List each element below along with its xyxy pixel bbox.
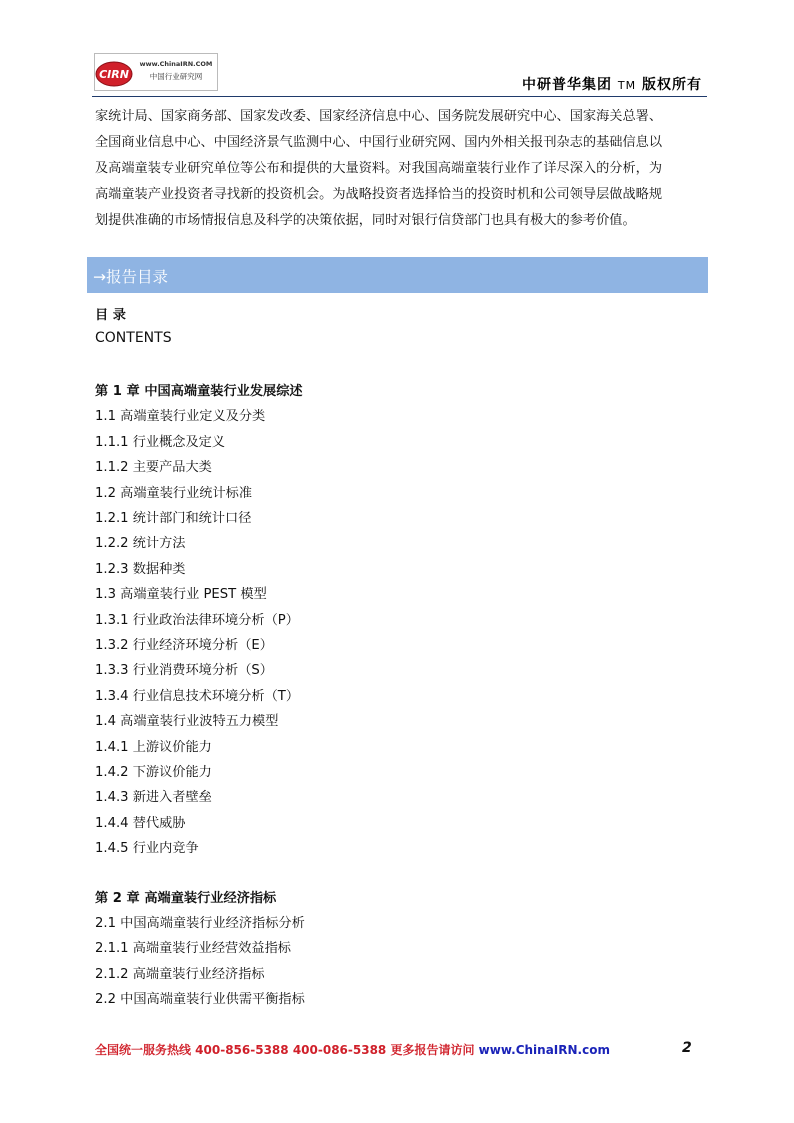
toc-item: 1.1.1 行业概念及定义 (95, 434, 226, 450)
brand-name: 中研普华集团 (522, 77, 613, 93)
section-title-text: 报告目录 (106, 268, 169, 286)
header-divider (92, 96, 707, 97)
toc-item: 1.2.2 统计方法 (95, 536, 186, 552)
logo-mark-text: CIRN (99, 68, 129, 81)
toc-item: 1.3.3 行业消费环境分析（S） (95, 663, 273, 679)
page-number: 2 (682, 1040, 692, 1056)
logo-url-text: www.ChinaIRN.COM (139, 60, 213, 68)
toc-item: 1.3 高端童装行业 PEST 模型 (95, 587, 267, 603)
toc-item: 1.4.4 替代威胁 (95, 815, 186, 831)
intro-line: 全国商业信息中心、中国经济景气监测中心、中国行业研究网、国内外相关报刊杂志的基础信息以 (95, 135, 663, 150)
toc-item: 1.2 高端童装行业统计标准 (95, 485, 253, 501)
toc-item: 1.3.1 行业政治法律环境分析（P） (95, 612, 299, 628)
logo-sub-text: 中国行业研究网 (149, 72, 203, 81)
toc-item: 1.4 高端童装行业波特五力模型 (95, 714, 279, 730)
section-header-bar (87, 257, 708, 293)
header-brand (522, 74, 702, 94)
brand-rights: 版权所有 (642, 77, 702, 93)
company-logo (94, 53, 218, 91)
toc-contents-label: CONTENTS (95, 330, 172, 346)
toc-item: 1.4.3 新进入者壁垒 (95, 790, 212, 806)
footer-url-link[interactable]: www.ChinaIRN.com (478, 1043, 610, 1057)
footer-hotline: 全国统一服务热线 400-856-5388 400-086-5388 更多报告请访问 (95, 1043, 475, 1057)
toc-chapter: 第 2 章 高端童装行业经济指标 (95, 890, 277, 906)
toc-item: 2.2 中国高端童装行业供需平衡指标 (95, 992, 305, 1008)
intro-line: 家统计局、国家商务部、国家发改委、国家经济信息中心、国务院发展研究中心、国家海关总署、 (95, 109, 663, 124)
toc-item: 1.4.5 行业内竞争 (95, 841, 199, 857)
toc-item: 2.1 中国高端童装行业经济指标分析 (95, 916, 305, 931)
arrow-icon: → (93, 268, 106, 286)
toc-chapter: 第 1 章 中国高端童装行业发展综述 (95, 384, 303, 399)
intro-line: 及高端童装专业研究单位等公布和提供的大量资料。对我国高端童装行业作了详尽深入的分析，为 (95, 161, 663, 176)
toc-item: 1.4.2 下游议价能力 (95, 765, 212, 780)
trademark: TM (617, 79, 637, 92)
toc-heading: 目 录 (95, 308, 126, 323)
toc-item: 1.2.1 统计部门和统计口径 (95, 511, 252, 526)
toc-item: 1.1 高端童装行业定义及分类 (95, 409, 266, 425)
toc-item: 1.4.1 上游议价能力 (95, 739, 212, 755)
intro-paragraph (95, 104, 715, 234)
toc-item: 1.2.3 数据种类 (95, 561, 186, 577)
intro-line: 高端童装产业投资者寻找新的投资机会。为战略投资者选择恰当的投资时机和公司领导层做战略规 (95, 187, 663, 202)
toc-item: 1.1.2 主要产品大类 (95, 460, 212, 476)
intro-line: 划提供准确的市场情报信息及科学的决策依据，同时对银行信贷部门也具有极大的参考价值。 (95, 213, 636, 228)
toc-item: 1.3.4 行业信息技术环境分析（T） (95, 688, 300, 704)
section-title (93, 265, 168, 287)
toc-item: 2.1.2 高端童装行业经济指标 (95, 966, 265, 982)
footer (95, 1041, 610, 1058)
toc-item: 1.3.2 行业经济环境分析（E） (95, 638, 273, 653)
toc-item: 2.1.1 高端童装行业经营效益指标 (95, 941, 291, 957)
